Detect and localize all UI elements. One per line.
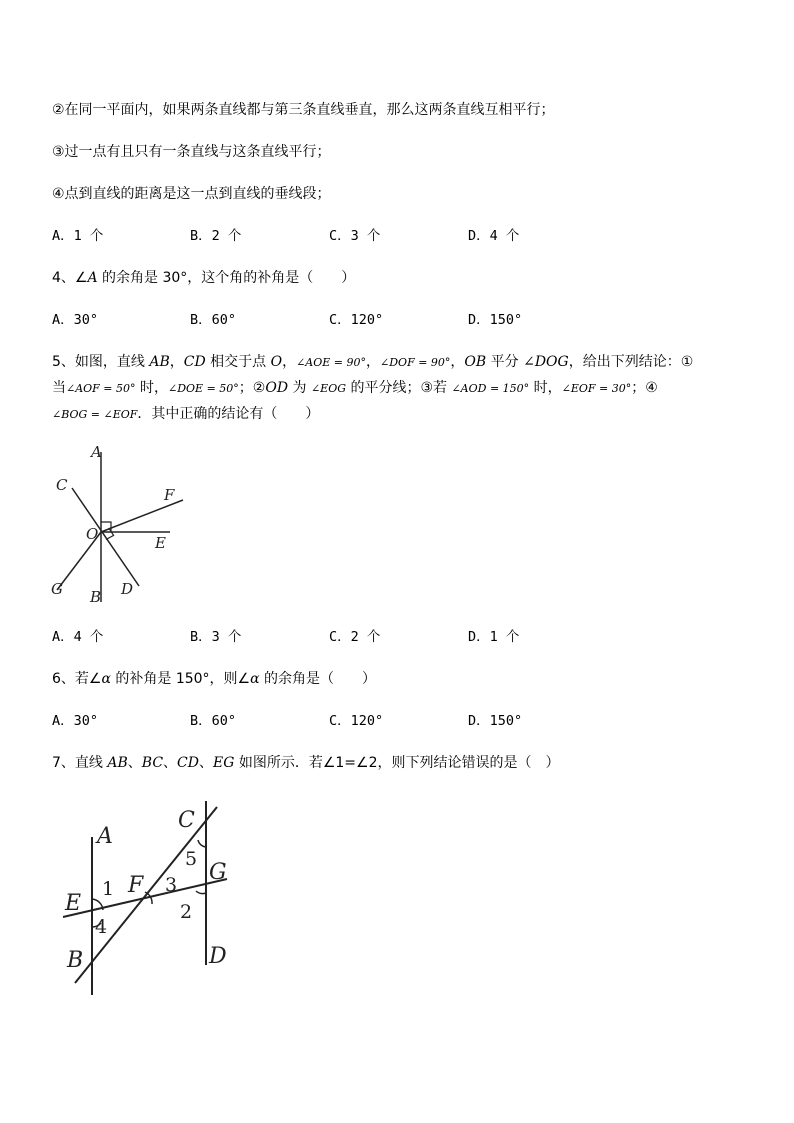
statement-2: ②在同一平面内，如果两条直线都与第三条直线垂直，那么这两条直线互相平行； [52, 102, 555, 118]
q6-option-d[interactable]: D．150° [468, 713, 523, 729]
q7-math: CD [177, 755, 199, 771]
label-e: E [155, 534, 166, 552]
line-cd [72, 488, 139, 586]
label-a: A [97, 824, 113, 849]
angle-label-1: 1 [102, 878, 115, 900]
angle-label-2: 2 [180, 901, 193, 923]
q3-option-c[interactable]: C．3 个 [329, 228, 381, 244]
q5-text: 当 [52, 380, 66, 396]
q5-text: ， [450, 354, 465, 370]
figure-5-diagram [45, 440, 195, 610]
q7-text: 、 [198, 755, 213, 771]
q5-text: ；④ [631, 380, 658, 396]
q4-option-c[interactable]: C．120° [329, 312, 384, 328]
q4-option-a[interactable]: A．30° [52, 312, 99, 328]
q7-text: 、 [127, 755, 142, 771]
q3-option-b[interactable]: B．2 个 [190, 228, 242, 244]
q5-text: ， [366, 354, 381, 370]
q5-text: ；② [238, 380, 266, 396]
q3-option-a[interactable]: A．1 个 [52, 228, 104, 244]
label-a: A [91, 443, 102, 461]
q5-math: OD [265, 380, 289, 396]
figure-7-diagram [55, 795, 255, 1005]
q5-math: OB [464, 354, 487, 370]
q5-math: ∠AOE = 90° [296, 356, 367, 369]
q5-option-d[interactable]: D．1 个 [468, 629, 520, 645]
q4-option-d[interactable]: D．150° [468, 312, 523, 328]
label-d: D [121, 580, 134, 598]
q5-math: AB [149, 354, 170, 370]
angle-label-3: 3 [165, 874, 178, 896]
q5-option-a[interactable]: A．4 个 [52, 629, 104, 645]
angle-label-5: 5 [185, 848, 198, 870]
q5-math: ∠BOG = ∠EOF [52, 408, 138, 421]
question-6 [52, 669, 376, 689]
statement-4: ④点到直线的距离是这一点到直线的垂线段； [52, 186, 331, 202]
q5-math: CD [183, 354, 206, 370]
q5-text: 时， [529, 380, 562, 396]
q5-option-c[interactable]: C．2 个 [329, 629, 381, 645]
q5-text: 相交于点 [205, 354, 271, 370]
q6-text: 6、若∠ [52, 671, 102, 687]
q4-var: A [87, 270, 98, 286]
q5-text: 为 [288, 380, 311, 396]
q5-text: 时， [135, 380, 168, 396]
q5-math: ∠EOF = 30° [561, 382, 632, 395]
q5-text: ．其中正确的结论有（ ） [137, 406, 320, 422]
q5-text: 平分 [486, 354, 524, 370]
label-f: F [128, 873, 144, 898]
q5-math: O [270, 354, 283, 370]
q6-math: α [250, 671, 260, 687]
question-7 [52, 753, 559, 773]
q5-math: ∠DOE = 50° [167, 382, 239, 395]
ray-of [101, 500, 183, 532]
q4-prefix: 4、∠ [52, 270, 88, 286]
q4-option-b[interactable]: B．60° [190, 312, 237, 328]
q5-math: ∠DOG [523, 354, 569, 370]
angle-label-4: 4 [95, 916, 108, 938]
q6-option-a[interactable]: A．30° [52, 713, 99, 729]
q5-math: ∠AOF = 50° [66, 382, 136, 395]
q6-math: α [101, 671, 111, 687]
q7-text: 7、直线 [52, 755, 108, 771]
label-f: F [164, 486, 175, 504]
label-c: C [178, 808, 195, 833]
q7-text: 、 [163, 755, 178, 771]
q5-text: 5、如图，直线 [52, 354, 150, 370]
q6-text: 的余角是（ ） [259, 671, 377, 687]
label-b: B [90, 588, 102, 606]
q6-option-c[interactable]: C．120° [329, 713, 384, 729]
q7-math: BC [141, 755, 164, 771]
line-eg [63, 879, 227, 917]
label-g: G [51, 580, 63, 598]
q5-text: ， [169, 354, 184, 370]
q7-math: AB [107, 755, 128, 771]
question-5-line-2 [52, 378, 658, 399]
question-4 [52, 268, 355, 288]
q4-text: 的余角是 30°，这个角的补角是（ ） [97, 270, 356, 286]
q5-math: ∠DOF = 90° [380, 356, 451, 369]
angle-arc-5 [198, 840, 206, 847]
label-g: G [209, 860, 227, 885]
angle-arc-2 [196, 891, 206, 894]
q6-option-b[interactable]: B．60° [190, 713, 237, 729]
q3-option-d[interactable]: D．4 个 [468, 228, 520, 244]
q5-text: ，给出下列结论：① [568, 354, 694, 370]
label-e: E [65, 891, 82, 916]
q5-math: ∠AOD = 150° [451, 382, 530, 395]
q7-text: 如图所示．若∠1=∠2，则下列结论错误的是（ ） [234, 755, 560, 771]
q5-text: 的平分线；③若 [346, 380, 452, 396]
label-o: O [86, 525, 99, 543]
q5-math: ∠EOG [310, 382, 347, 395]
question-5-line-3 [52, 404, 319, 425]
statement-3: ③过一点有且只有一条直线与这条直线平行； [52, 144, 331, 160]
label-c: C [56, 476, 68, 494]
q6-text: 的补角是 150°，则∠ [110, 671, 251, 687]
question-5-line-1 [52, 352, 693, 373]
label-d: D [209, 944, 227, 969]
label-b: B [67, 948, 84, 973]
q5-text: ， [282, 354, 297, 370]
q7-math: EG [212, 755, 235, 771]
q5-option-b[interactable]: B．3 个 [190, 629, 242, 645]
